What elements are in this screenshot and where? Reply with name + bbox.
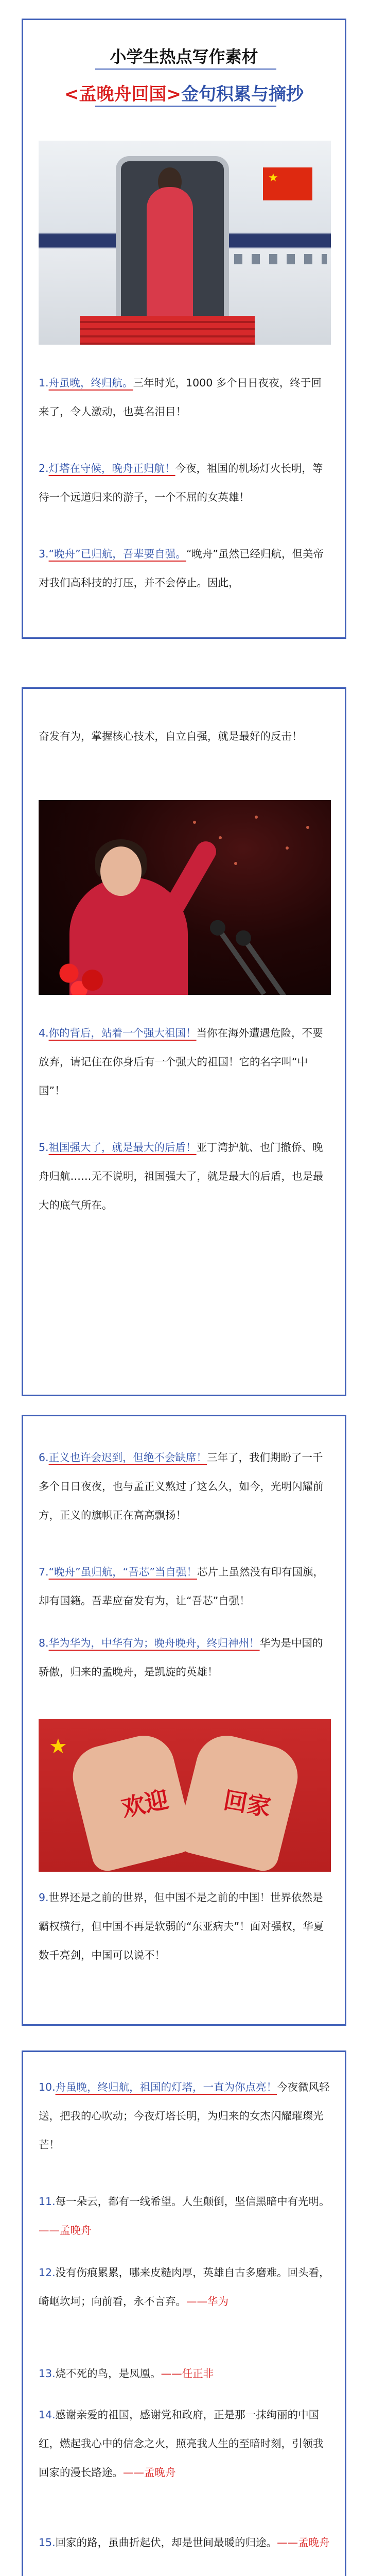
quote-continuation: 奋发有为，掌握核心技术，自立自强，就是最好的反击！ <box>39 730 303 742</box>
quote-item: 8.华为华为，中华有为；晚舟晚舟，终归神州！华为是中国的骄傲，归来的孟晚舟，是凯旋的英雄！ <box>39 1637 323 1678</box>
quote-item: 3.“晚舟”已归航，吾辈要自强。“晚舟”虽然已经归航，但美帝对我们高科技的打压，并不会停止。因此， <box>39 548 324 589</box>
quote-item: 13.烧不死的鸟，是凤凰。——任正非 <box>39 2367 214 2380</box>
page-title: 小学生热点写作素材 <box>110 47 258 66</box>
card-4 <box>22 2050 346 2576</box>
hand-ink-left: 欢迎 <box>119 1785 171 1822</box>
quote-item: 7.“晚舟”虽归航，“吾芯”当自强！芯片上虽然没有印有国旗，却有国籍。吾辈应奋发有为，让“吾芯”自强！ <box>39 1566 324 1607</box>
flag-star-icon: ★ <box>268 172 278 184</box>
hand-ink-right: 回家 <box>221 1786 273 1822</box>
quote-item: 12.没有伤痕累累，哪来皮糙肉厚，英雄自古多磨难。回头看，崎岖坎坷；向前看，永不言弃。——华为 <box>39 2266 330 2308</box>
quote-item: 11.每一朵云，都有一线希望。人生颠倒，坚信黑暗中有光明。——孟晚舟 <box>39 2195 330 2236</box>
card-2 <box>22 687 346 1396</box>
card-3 <box>22 1415 346 2026</box>
photo-plane-arrival <box>39 141 331 345</box>
quote-item: 9.世界还是之前的世界，但中国不是之前的中国！世界依然是霸权横行，但中国不再是软弱的“东亚病夫”！面对强权，华夏数千亮剑，中国可以说不！ <box>39 1891 324 1961</box>
quote-author: ——孟晚舟 <box>277 2536 330 2549</box>
quote-item: 2.灯塔在守候，晚舟正归航！今夜，祖国的机场灯火长明，等待一个远道归来的游子，一个不屈的女英雄！ <box>39 462 323 503</box>
card-1 <box>22 19 346 639</box>
quote-author: ——任正非 <box>161 2367 214 2380</box>
quote-item: 4.你的背后，站着一个强大祖国！当你在海外遭遇危险，不要放弃，请记住在你身后有一个强大的祖国！它的名字叫“中国”！ <box>39 1027 323 1097</box>
quote-item: 5.祖国强大了，就是最大的后盾！亚丁湾护航、也门撤侨、晚舟归航……无不说明，祖国强大了，就是最大的后盾，也是最大的底气所在。 <box>39 1141 324 1211</box>
quote-item: 10.舟虽晚，终归航，祖国的灯塔，一直为你点亮！今夜微风轻送，把我的心吹动；今夜灯塔长明，为归来的女杰闪耀璀璨光芒！ <box>39 2081 330 2151</box>
quote-author: ——华为 <box>186 2295 228 2308</box>
flower-bouquet <box>49 955 116 995</box>
photo-heart-hands <box>39 1719 331 1872</box>
subtitle-topic: 孟晚舟回国 <box>79 84 167 105</box>
quote-author: ——孟晚舟 <box>123 2466 176 2479</box>
quote-item: 1.舟虽晚，终归航。三年时光，1000 多个日日夜夜，终于回来了，令人激动，也莫名泪目！ <box>39 377 322 418</box>
quote-author: ——孟晚舟 <box>39 2224 92 2236</box>
subtitle-open: < <box>64 84 79 105</box>
quote-item: 6.正义也许会迟到，但绝不会缺席！三年了，我们期盼了一千多个日日夜夜，也与孟正义熬过了这么久，如今，光明闪耀前方，正义的旗帜正在高高飘扬！ <box>39 1451 324 1521</box>
photo-waving-on-stage <box>39 800 331 995</box>
subtitle-close: > <box>166 84 181 105</box>
title-divider <box>95 69 276 70</box>
page-subtitle <box>23 80 345 105</box>
quote-item: 15.回家的路，虽曲折起伏，却是世间最暖的归途。——孟晚舟 <box>39 2536 330 2549</box>
subtitle-tail: 金句积累与摘抄 <box>181 84 304 105</box>
subtitle-divider <box>95 106 276 107</box>
microphone-icon <box>243 940 292 995</box>
quote-item: 14.感谢亲爱的祖国，感谢党和政府，正是那一抹绚丽的中国红，燃起我心中的信念之火，照亮我人生的至暗时刻，引领我回家的漫长路途。——孟晚舟 <box>39 2409 324 2479</box>
star-icon: ★ <box>49 1735 67 1758</box>
china-flag-icon <box>263 167 312 200</box>
